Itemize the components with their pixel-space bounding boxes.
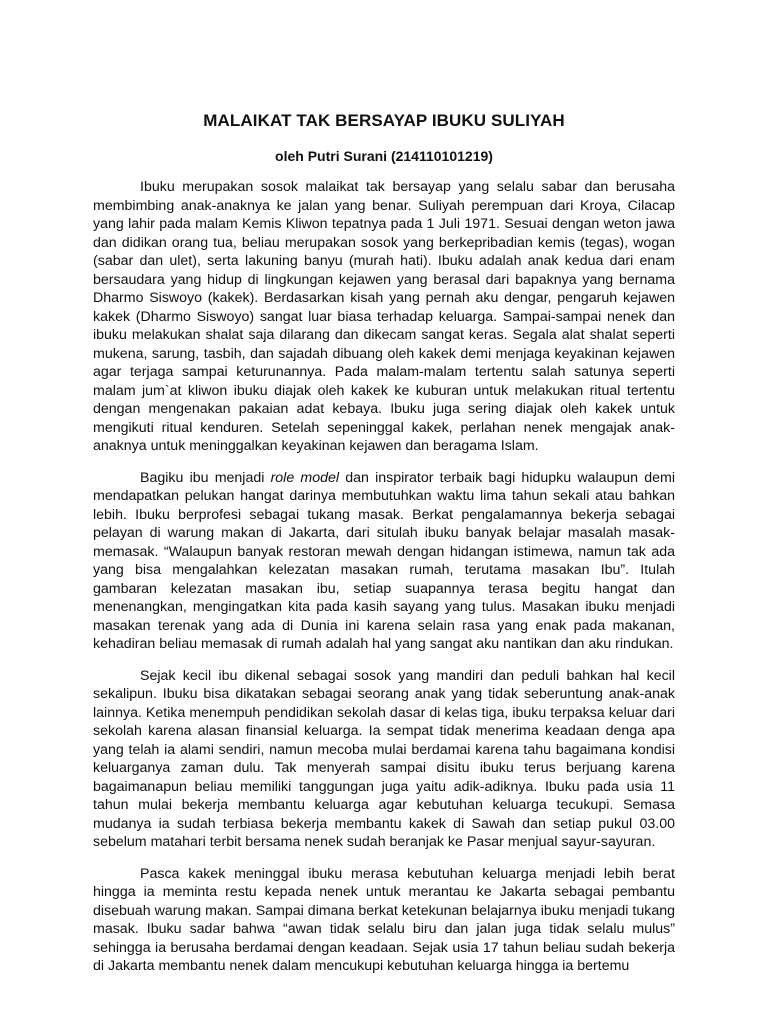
document-title: MALAIKAT TAK BERSAYAP IBUKU SULIYAH	[203, 111, 565, 130]
paragraph-4: Pasca kakek meninggal ibuku merasa kebutuhan keluarga menjadi lebih berat hingga ia meminta restu kepada nenek untuk merantau ke Jakarta sebagai pembantu disebuah warung makan. Sampai dimana berkat ketekunan belajarnya ibuku menjadi tukang masak. Ibuku sadar bahwa “awan tidak selalu biru dan jalan juga tidak selalu mulus” sehingga ia berusaha berdamai dengan keadaan. Sejak usia 17 tahun beliau sudah bekerja di Jakarta membantu nenek dalam mencukupi kebutuhan keluarga hingga ia bertemu	[93, 865, 675, 974]
paragraph-2-rest: dan inspirator terbaik bagi hidupku walaupun demi mendapatkan pelukan hangat darinya membutuhkan waktu lima tahun sekali atau bahkan lebih. Ibuku berprofesi sebagai tukang masak. Berkat pengalamannya bekerja sebagai pelayan di warung makan di Jakarta, dari situlah ibuku banyak belajar masalah masak-memasak. “Walaupun banyak restoran mewah dengan hidangan istimewa, namun tak ada yang bisa mengalahkan kelezatan masakan rumah, terutama masakan Ibu”. Itulah gambaran kelezatan masakan ibu, setiap suapannya terasa begitu hangat dan menenangkan, mengingatkan kita pada kasih sayang yang tulus. Masakan ibuku menjadi masakan terenak yang ada di Dunia ini karena selain rasa yang enak pada makanan, kehadiran beliau memasak di rumah adalah hal yang sangat aku nantikan dan aku rindukan.	[93, 469, 675, 652]
paragraph-2-italic-term: role model	[270, 469, 340, 486]
author-line: oleh Putri Surani (214110101219)	[275, 148, 493, 164]
paragraph-3: Sejak kecil ibu dikenal sebagai sosok yang mandiri dan peduli bahkan hal kecil sekalipun. Ibuku bisa dikatakan sebagai seorang anak yang tidak seberuntung anak-anak lainnya. Ketika menempuh pendidikan sekolah dasar di kelas tiga, ibuku terpaksa keluar dari sekolah karena alasan finansial keluarga. Ia sempat tidak menerima keadaan denga apa yang telah ia alami sendiri, namun mecoba mulai berdamai karena tahu bagaimana kondisi keluarganya zaman dulu. Tak menyerah sampai disitu ibuku terus berjuang karena bagaimanapun beliau memiliki tanggungan juga yaitu adik-adiknya. Ibuku pada usia 11 tahun mulai bekerja membantu keluarga agar kebutuhan keluarga tecukupi. Semasa mudanya ia sudah terbiasa bekerja membantu kakek di Sawah dan setiap pukul 03.00 sebelum matahari terbit bersama nenek sudah beranjak ke Pasar menjual sayur-sayuran.	[93, 667, 675, 850]
paragraph-2	[93, 469, 675, 654]
paragraph-1: Ibuku merupakan sosok malaikat tak bersayap yang selalu sabar dan berusaha membimbing anak-anaknya ke jalan yang benar. Suliyah perempuan dari Kroya, Cilacap yang lahir pada malam Kemis Kliwon tepatnya pada 1 Juli 1971. Sesuai dengan weton jawa dan didikan orang tua, beliau merupakan sosok yang berkepribadian kemis (tegas), wogan (sabar dan ulet), serta lakuning banyu (murah hati). Ibuku adalah anak kedua dari enam bersaudara yang hidup di lingkungan kejawen yang berasal dari bapaknya yang bernama Dharmo Siswoyo (kakek). Berdasarkan kisah yang pernah aku dengar, pengaruh kejawen kakek (Dharmo Siswoyo) sangat luar biasa terhadap keluarga. Sampai-sampai nenek dan ibuku melakukan shalat saja dilarang dan dikecam sangat keras. Segala alat shalat seperti mukena, sarung, tasbih, dan sajadah dibuang oleh kakek demi menjaga keyakinan kejawen agar terjaga sampai keturunannya. Pada malam-malam tertentu salah satunya seperti malam jum`at kliwon ibuku diajak oleh kakek ke kuburan untuk melakukan ritual tertentu dengan mengenakan pakaian adat kebaya. Ibuku juga sering diajak oleh kakek untuk mengikuti ritual kenduren. Setelah sepeninggal kakek, perlahan nenek mengajak anak-anaknya untuk meninggalkan keyakinan kejawen dan beragama Islam.	[93, 179, 675, 454]
document-body	[93, 178, 675, 976]
paragraph-2-start: Bagiku ibu menjadi	[140, 469, 271, 486]
